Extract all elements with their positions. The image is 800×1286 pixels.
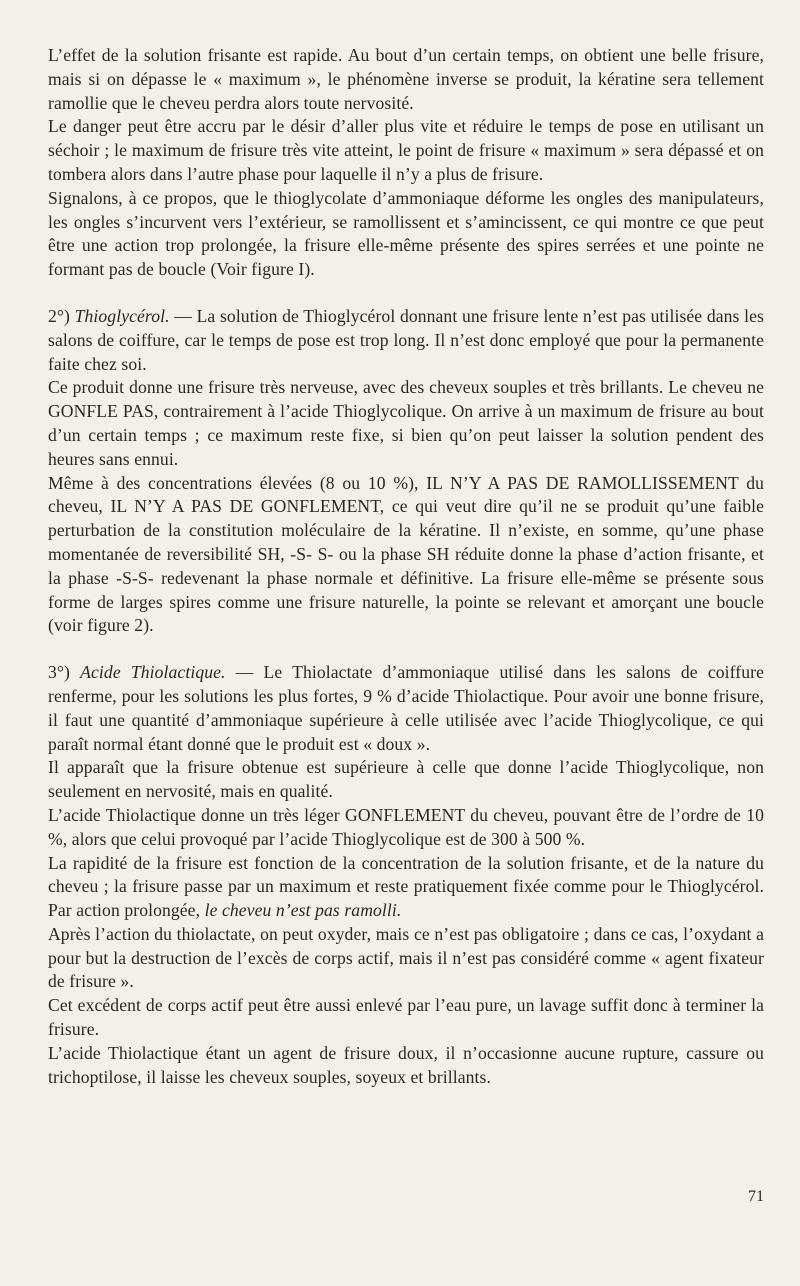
paragraph-concentrations: Même à des concentrations élevées (8 ou 10 %), IL N’Y A PAS DE RAMOLLISSEMENT du cheveu, IL N’Y A PAS DE GONFLEMENT, ce qui veut dire qu’il ne se produit qu’une faible perturbation de la constitution moléculaire de la kératine. Il n’existe, en somme, qu’une phase momentanée de reversibilité SH, -S- S- ou la phase SH réduite donne la phase d’action frisante, et la phase -S-S- redevenant la phase normale et définitive. La frisure elle-même se présente sous forme de larges spires comme une frisure naturelle, la pointe se relevant et amorçant une boucle (voir figure 2). [48, 472, 764, 636]
paragraph-thioglycerol-intro [48, 305, 764, 376]
section-number: 3°) [48, 662, 70, 683]
paragraph-agent-doux: L’acide Thiolactique étant un agent de frisure doux, il n’occasionne aucune rupture, cassure ou trichoptilose, il laisse les cheveux souples, soyeux et brillants. [48, 1042, 764, 1087]
section-intro-text: — Le Thiolactate d’ammoniaque utilisé dans les salons de coiffure renferme, pour les solutions les plus fortes, 9 % d’acide Thiolactique. Pour avoir une bonne frisure, il faut une quantité d’ammoniaque supérieure à celle utilisée avec l’acide Thioglycolique, ce qui paraît normal étant donné que le produit est « doux ». [48, 662, 765, 754]
rapidite-emphasis: le cheveu n’est pas ramolli. [204, 900, 402, 921]
paragraph-effet: L’effet de la solution frisante est rapide. Au bout d’un certain temps, on obtient une belle frisure, mais si on dépasse le « maximum », le phénomène inverse se produit, la kératine sera tellement ramollie que le cheveu perdra alors toute nervosité. [48, 45, 764, 113]
section-title-acide-thiolactique: Acide Thiolactique. [80, 662, 226, 683]
section-number: 2°) [48, 305, 70, 326]
rapidite-text: La rapidité de la frisure est fonction de la concentration de la solution frisante, et de la nature du cheveu ; la frisure passe par un maximum et reste pratiquement fixée comme pour le Thioglycérol. Par action prolongée, [48, 852, 764, 921]
section-intro-text: — La solution de Thioglycérol donnant une frisure lente n’est pas utilisée dans les salons de coiffure, car le temps de pose est trop long. Il n’est donc employé que pour la permanente faite chez soi. [48, 305, 764, 374]
section-title-thioglycerol: Thioglycérol. [74, 305, 170, 326]
paragraph-produit: Ce produit donne une frisure très nerveuse, avec des cheveux souples et très brillants. Le cheveu ne GONFLE PAS, contrairement à l’acide Thioglycolique. On arrive à un maximum de frisure au bout d’un certain temps ; ce maximum reste fixe, si bien qu’on peut laisser la solution pendent des heures sans ennui. [48, 377, 764, 469]
paragraph-danger: Le danger peut être accru par le désir d’aller plus vite et réduire le temps de pose en utilisant un séchoir ; le maximum de frisure très vite atteint, le point de frisure « maximum » sera dépassé et on tombera alors dans l’autre phase pour laquelle il n’y a plus de frisure. [48, 116, 764, 184]
paragraph-excedent: Cet excédent de corps actif peut être aussi enlevé par l’eau pure, un lavage suffit donc à terminer la frisure. [48, 995, 764, 1040]
paragraph-signalons: Signalons, à ce propos, que le thioglycolate d’ammoniaque déforme les ongles des manipulateurs, les ongles s’incurvent vers l’extérieur, se ramollissent et s’amincissent, ce qui montre ce que peut être une action trop prolongée, la frisure elle-même présente des spires serrées et une pointe ne formant pas de boucle (Voir figure I). [48, 187, 764, 280]
section-gap [48, 282, 764, 305]
paragraph-apparait: Il apparaît que la frisure obtenue est supérieure à celle que donne l’acide Thioglycolique, non seulement en nervosité, mais en qualité. [48, 757, 764, 802]
paragraph-thiolactique-intro [48, 661, 764, 756]
section-gap [48, 638, 764, 661]
page-number: 71 [748, 1188, 764, 1205]
paragraph-oxyder: Après l’action du thiolactate, on peut oxyder, mais ce n’est pas obligatoire ; dans ce cas, l’oxydant a pour but la destruction de l’excès de corps actif, mais il n’est pas considéré comme « agent fixateur de frisure ». [48, 923, 764, 992]
paragraph-rapidite [48, 852, 764, 923]
paragraph-gonflement: L’acide Thiolactique donne un très léger GONFLEMENT du cheveu, pouvant être de l’ordre de 10 %, alors que celui provoqué par l’acide Thioglycolique est de 300 à 500 %. [48, 804, 764, 849]
